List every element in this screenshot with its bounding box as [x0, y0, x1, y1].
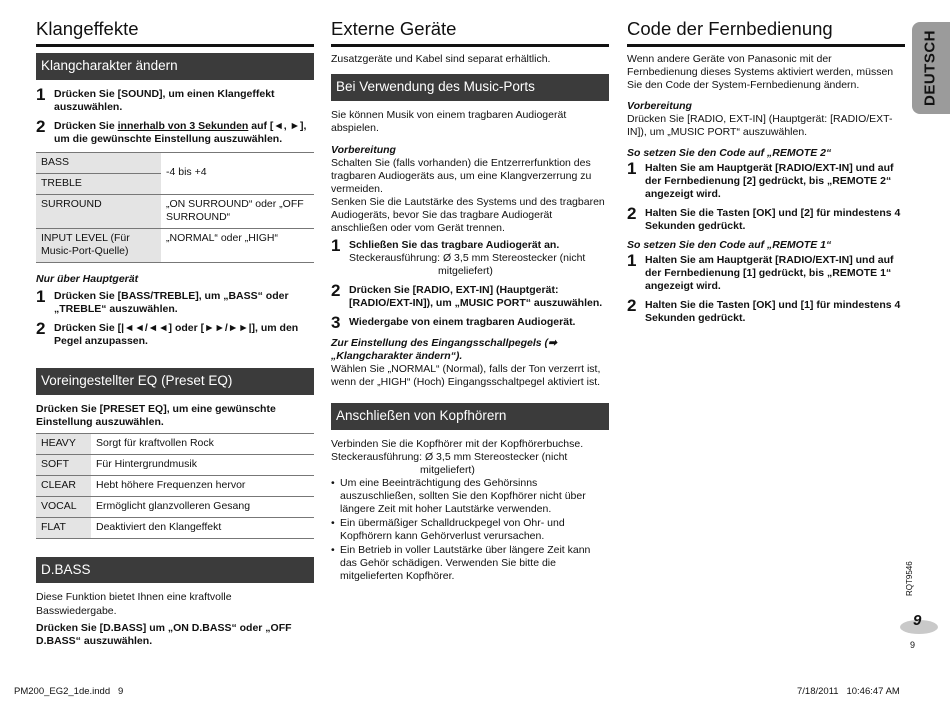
heading-headphones: Anschließen von Kopfhörern [331, 403, 609, 430]
page-number: 9 [913, 612, 922, 629]
table-value: Für Hintergrundmusik [91, 454, 314, 475]
table-row [36, 517, 314, 538]
remote2-step-2 [627, 204, 905, 233]
step-number: 1 [36, 286, 46, 306]
step-number: 1 [36, 84, 46, 104]
preparation-text: Drücken Sie [RADIO, EXT-IN] (Hauptgerät: [RADIO/EXT-IN]), um „MUSIC PORT“ auszuwählen. [627, 113, 893, 139]
language-tab [912, 22, 950, 114]
step-2-radio-ext-in [331, 280, 609, 310]
step-number: 3 [331, 312, 341, 332]
step-text: Drücken Sie [|◄◄/◄◄] oder [►►/►►|], um den Pegel anzupassen. [54, 321, 299, 347]
step-number: 2 [331, 280, 341, 300]
table-value: „NORMAL“ oder „HIGH“ [161, 228, 314, 262]
column-fernbedienung [627, 18, 905, 331]
dbass-description: Diese Funktion bietet Ihnen eine kraftvolle Basswiedergabe. [36, 591, 232, 617]
dbass-instruction: Drücken Sie [D.BASS] um „ON D.BASS“ oder „OFF D.BASS“ auszuwählen. [36, 621, 292, 647]
step-1-bass-treble [36, 286, 314, 316]
page-number-badge [898, 612, 938, 636]
table-value: Sorgt für kraftvollen Rock [91, 433, 314, 454]
step-text: Halten Sie am Hauptgerät [RADIO/EXT-IN] und auf der Fernbedienung [1] gedrückt, bis „REMOTE 1“ angezeigt wird. [645, 254, 894, 293]
plug-type: Steckerausführung: Ø 3,5 mm Stereostecker (nicht [349, 251, 586, 264]
step-number: 1 [627, 159, 637, 179]
table-row [36, 475, 314, 496]
remote-intro: Wenn andere Geräte von Panasonic mit der Fernbedienung dieses Systems aktiviert werden, müssen Sie den Code der System-Fernbedienung ändern. [627, 52, 894, 91]
note-main-unit: Nur über Hauptgerät [36, 272, 139, 285]
headphones-warnings [331, 477, 609, 583]
step-text-pre: Drücken Sie [54, 119, 118, 132]
accessory-note: Zusatzgeräte und Kabel sind separat erhältlich. [331, 52, 551, 65]
headphones-connect: Verbinden Sie die Kopfhörer mit der Kopfhörerbuchse. [331, 437, 584, 450]
footer-file-info: PM200_EG2_1de.indd 9 [14, 686, 124, 697]
headphones-plug-type-cont: mitgeliefert) [420, 463, 475, 476]
sound-settings-table [36, 152, 314, 263]
step-1-sound [36, 84, 314, 114]
preparation-label: Vorbereitung [331, 143, 396, 156]
input-level-note-label: Zur Einstellung des Eingangsschallpegels (➡ „Klangcharakter ändern“). [331, 336, 557, 362]
remote1-label: So setzen Sie den Code auf „REMOTE 1“ [627, 239, 832, 252]
preparation-label: Vorbereitung [627, 99, 692, 112]
step-2-level [36, 318, 314, 348]
heading-klangcharakter: Klangcharakter ändern [36, 53, 314, 80]
headphones-plug-type: Steckerausführung: Ø 3,5 mm Stereostecker (nicht [331, 450, 568, 463]
step-text-post: auf [◄, ►], um die gewünschte Einstellung auszuwählen. [54, 119, 307, 145]
step-number: 1 [331, 235, 341, 255]
plug-type-cont: mitgeliefert) [438, 264, 493, 277]
step-text: Halten Sie die Tasten [OK] und [1] für mindestens 4 Sekunden gedrückt. [645, 299, 901, 325]
table-value: Hebt höhere Frequenzen hervor [91, 475, 314, 496]
section-title-klangeffekte: Klangeffekte [36, 18, 314, 47]
table-row [36, 496, 314, 517]
step-text [54, 120, 314, 146]
step-2-select [36, 116, 314, 146]
preset-eq-table [36, 433, 314, 539]
heading-dbass: D.BASS [36, 557, 314, 584]
table-row [36, 228, 314, 262]
step-text-underlined: innerhalb von 3 Sekunden [117, 119, 249, 132]
step-number: 2 [36, 318, 46, 338]
column-klangeffekte [36, 18, 314, 652]
document-code: RQT9546 [905, 561, 914, 596]
table-row [36, 194, 314, 228]
remote2-step-1 [627, 159, 905, 201]
preset-eq-intro: Drücken Sie [PRESET EQ], um eine gewünschte Einstellung auszuwählen. [36, 402, 276, 428]
table-key: HEAVY [36, 433, 91, 454]
preparation-text-1: Schalten Sie (falls vorhanden) die Entzerrerfunktion des tragbaren Audiogeräts aus, um eine Klangverzerrung zu vermeiden. [331, 156, 592, 195]
table-value: -4 bis +4 [161, 152, 314, 194]
step-1-connect [331, 235, 609, 278]
column-externe-geraete [331, 18, 609, 584]
table-value: Deaktiviert den Klangeffekt [91, 517, 314, 538]
section-title-externe-geraete: Externe Geräte [331, 18, 609, 47]
step-text: Wiedergabe von einem tragbaren Audiogerät. [349, 315, 576, 328]
step-3-play [331, 312, 609, 332]
table-row [36, 454, 314, 475]
page-number-small: 9 [910, 640, 916, 650]
table-value: „ON SURROUND“ oder „OFF SURROUND“ [161, 194, 314, 228]
step-number: 1 [627, 251, 637, 271]
table-key: SOFT [36, 454, 91, 475]
list-item: • Um eine Beeinträchtigung des Gehörsinns auszuschließen, sollten Sie den Kopfhörer nicht über längere Zeit mit hoher Lautstärke verwenden. [331, 477, 609, 516]
remote2-label: So setzen Sie den Code auf „REMOTE 2“ [627, 147, 832, 160]
step-number: 2 [36, 116, 46, 136]
step-number: 2 [627, 296, 637, 316]
step-text: Drücken Sie [BASS/TREBLE], um „BASS“ oder „TREBLE“ auszuwählen. [54, 289, 289, 315]
footer-timestamp: 7/18/2011 10:46:47 AM [797, 686, 900, 697]
step-text: Schließen Sie das tragbare Audiogerät an. [349, 238, 560, 251]
table-row [36, 152, 314, 173]
music-port-description: Sie können Musik von einem tragbaren Audiogerät abspielen. [331, 108, 567, 134]
step-number: 2 [627, 204, 637, 224]
section-title-fernbedienung: Code der Fernbedienung [627, 18, 905, 47]
table-key: CLEAR [36, 475, 91, 496]
table-key: TREBLE [36, 173, 161, 194]
language-tab-label: DEUTSCH [921, 29, 939, 107]
table-value: Ermöglicht glanzvolleren Gesang [91, 496, 314, 517]
table-key: BASS [36, 152, 161, 173]
list-item: • Ein Betrieb in voller Lautstärke über längere Zeit kann das Gehör schädigen. Verwenden Sie bitte die mitgelieferten Kopfhörer. [331, 544, 609, 583]
step-text: Halten Sie am Hauptgerät [RADIO/EXT-IN] und auf der Fernbedienung [2] gedrückt, bis „REMOTE 2“ angezeigt wird. [645, 162, 894, 201]
step-text: Drücken Sie [SOUND], um einen Klangeffekt auszuwählen. [54, 87, 275, 113]
list-item: • Ein übermäßiger Schalldruckpegel von Ohr- und Kopfhörern kann Gehörverlust verursachen. [331, 517, 609, 543]
input-level-note: Wählen Sie „NORMAL“ (Normal), falls der Ton verzerrt ist, wenn der „HIGH“ (Hoch) Eingangsschaltpegel aktiviert ist. [331, 362, 601, 388]
table-key: FLAT [36, 517, 91, 538]
preparation-text-2: Senken Sie die Lautstärke des Systems und des tragbaren Audiogeräts, bevor Sie das tragbare Audiogerät anschließen oder vom Gerät trennen. [331, 195, 605, 234]
table-key: VOCAL [36, 496, 91, 517]
table-row [36, 433, 314, 454]
step-text: Halten Sie die Tasten [OK] und [2] für mindestens 4 Sekunden gedrückt. [645, 207, 901, 233]
table-key: SURROUND [36, 194, 161, 228]
table-key: INPUT LEVEL (Für Music-Port-Quelle) [36, 228, 161, 262]
remote1-step-1 [627, 251, 905, 293]
step-text: Drücken Sie [RADIO, EXT-IN] (Hauptgerät: [RADIO/EXT-IN]), um „MUSIC PORT“ auszuwählen. [349, 283, 603, 309]
remote1-step-2 [627, 296, 905, 325]
step-body [349, 239, 609, 278]
heading-preset-eq: Voreingestellter EQ (Preset EQ) [36, 368, 314, 395]
heading-music-port: Bei Verwendung des Music-Ports [331, 74, 609, 101]
